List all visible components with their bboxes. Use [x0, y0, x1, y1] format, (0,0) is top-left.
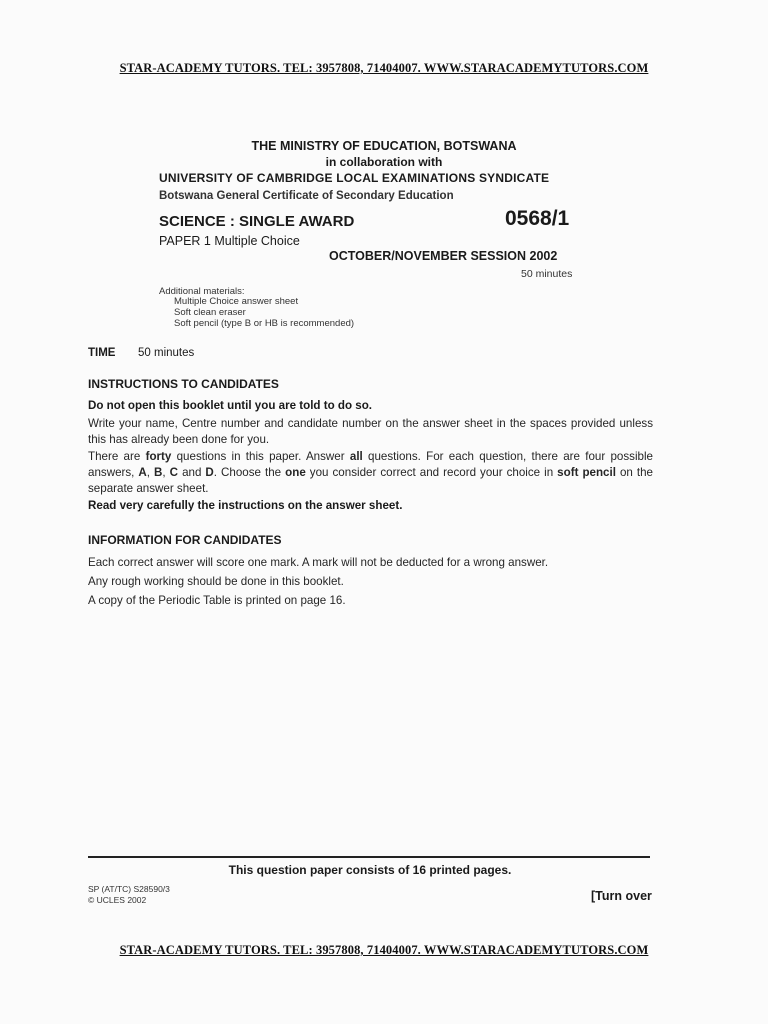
emphasis-all: all — [349, 450, 363, 463]
top-banner: STAR-ACADEMY TUTORS. TEL: 3957808, 71404007. WWW.STARACADEMYTUTORS.COM — [119, 61, 649, 75]
text-run: There are — [88, 450, 146, 463]
instruction-do-not-open: Do not open this booklet until you are told to do so. — [88, 399, 373, 412]
information-line: Any rough working should be done in this booklet. — [88, 575, 344, 588]
text-run: , — [146, 466, 155, 479]
material-item: Soft pencil (type B or HB is recommended) — [174, 318, 355, 329]
text-run: you consider correct and record your choice in — [305, 466, 558, 479]
ministry-title: THE MINISTRY OF EDUCATION, BOTSWANA — [251, 139, 517, 153]
material-item: Soft clean eraser — [174, 307, 246, 318]
option-d: D — [205, 466, 214, 479]
instruction-read-carefully: Read very carefully the instructions on the answer sheet. — [88, 499, 403, 512]
certificate-title: Botswana General Certificate of Secondary Education — [159, 190, 454, 202]
duration-label: 50 minutes — [521, 268, 573, 280]
paper-code: 0568/1 — [505, 207, 570, 230]
emphasis-forty: forty — [145, 450, 172, 463]
text-run: questions. For each question, there are four possible answers, — [88, 450, 653, 479]
paper-reference: SP (AT/TC) S28590/3 — [88, 884, 170, 894]
collaboration-line: in collaboration with — [325, 155, 443, 169]
copyright-notice: © UCLES 2002 — [88, 895, 147, 905]
emphasis-one: one — [285, 466, 306, 479]
time-label: TIME — [88, 347, 116, 359]
option-a: A — [138, 466, 147, 479]
option-c: C — [169, 466, 179, 479]
subject-title: SCIENCE : SINGLE AWARD — [159, 213, 355, 230]
information-line: A copy of the Periodic Table is printed on page 16. — [88, 594, 346, 607]
paper-name: PAPER 1 Multiple Choice — [159, 234, 300, 248]
text-run: , — [162, 466, 170, 479]
text-run: on the separate answer sheet. — [88, 466, 653, 495]
option-b: B — [154, 466, 163, 479]
information-line: Each correct answer will score one mark. A mark will not be deducted for a wrong answer. — [88, 556, 549, 569]
materials-heading: Additional materials: — [159, 286, 245, 297]
information-heading: INFORMATION FOR CANDIDATES — [88, 533, 282, 547]
instruction-answer-all — [88, 449, 653, 497]
material-item: Multiple Choice answer sheet — [174, 296, 299, 307]
turn-over-label: [Turn over — [591, 889, 652, 903]
bottom-banner: STAR-ACADEMY TUTORS. TEL: 3957808, 71404007. WWW.STARACADEMYTUTORS.COM — [119, 943, 649, 957]
text-run: questions in this paper. Answer — [171, 450, 350, 463]
page-count-notice: This question paper consists of 16 printed pages. — [228, 863, 512, 877]
syndicate-title: UNIVERSITY OF CAMBRIDGE LOCAL EXAMINATIONS SYNDICATE — [159, 171, 550, 185]
emphasis-soft-pencil: soft pencil — [557, 466, 616, 479]
text-run: and — [178, 466, 206, 479]
text-run: . Choose the — [213, 466, 286, 479]
time-value: 50 minutes — [138, 347, 195, 359]
instruction-write-name: Write your name, Centre number and candidate number on the answer sheet in the spaces provided unless this has already been done for you. — [88, 417, 653, 446]
session-label: OCTOBER/NOVEMBER SESSION 2002 — [329, 249, 558, 263]
instructions-heading: INSTRUCTIONS TO CANDIDATES — [88, 377, 279, 391]
footer-rule — [88, 856, 650, 858]
